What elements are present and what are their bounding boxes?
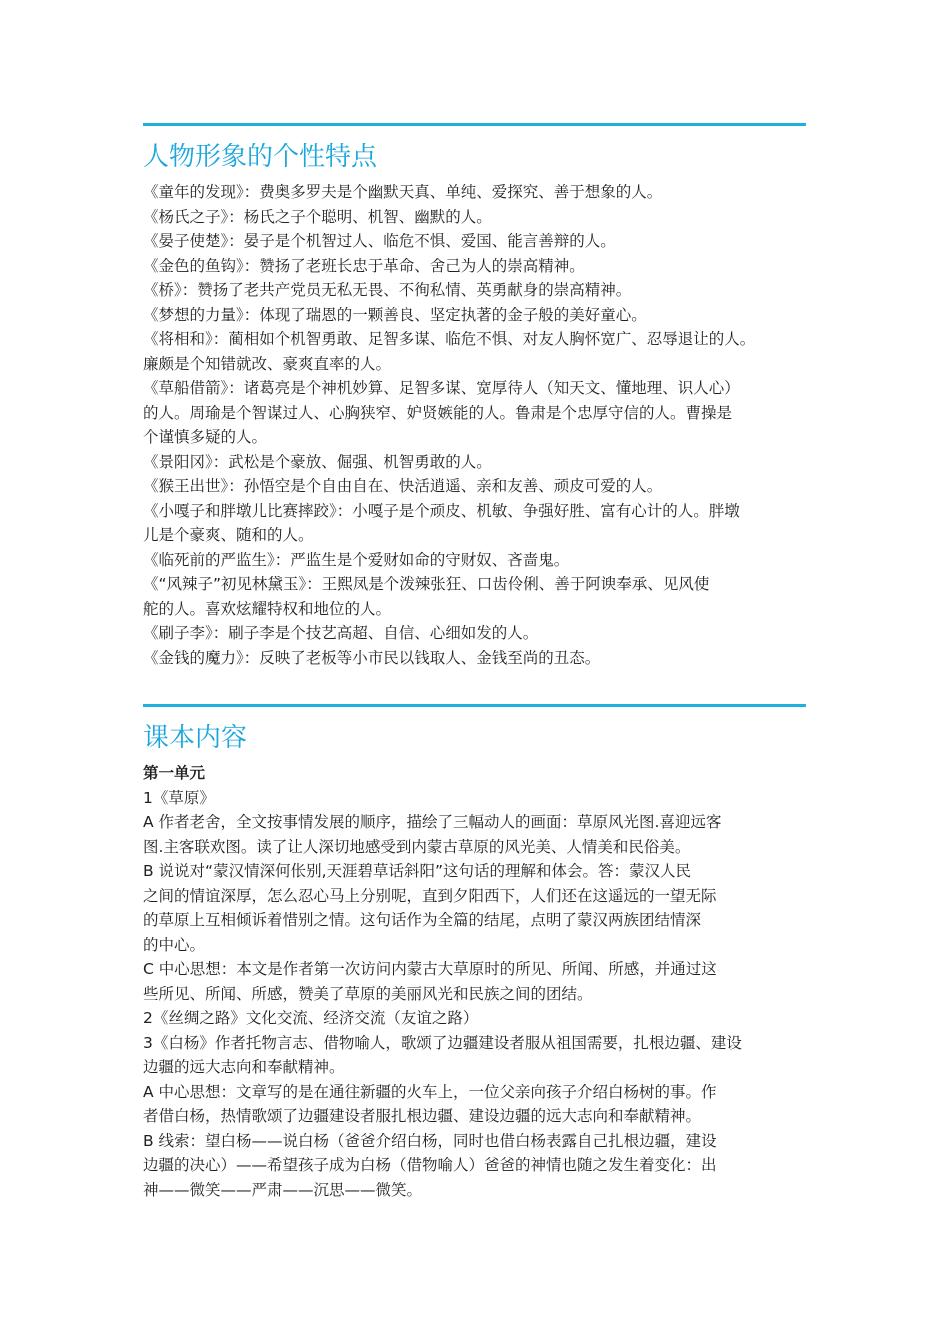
section-divider (143, 704, 806, 707)
unit-subtitle: 第一单元 (143, 764, 206, 782)
text-line: 的中心。 (143, 935, 206, 954)
section-heading: 人物形象的个性特点 (143, 142, 378, 172)
text-line: 者借白杨，热情歌颂了边疆建设者服扎根边疆、建设边疆的远大志向和奉献精神。 (143, 1107, 702, 1125)
text-line: 1《草原》 (143, 788, 215, 807)
text-line: 《“风辣子”初见林黛玉》：王熙凤是个泼辣张狂、口齿伶俐、善于阿谀奉承、见风使 (143, 575, 710, 593)
text-line: C 中心思想：本文是作者第一次访问内蒙古大草原时的所见、所闻、所感，并通过这 (143, 960, 717, 978)
section-divider (143, 123, 806, 126)
text-line: 《金钱的魔力》：反映了老板等小市民以钱取人、金钱至尚的丑态。 (143, 648, 601, 667)
text-line: 神——微笑——严肃——沉思——微笑。 (143, 1180, 423, 1199)
text-line: 3《白杨》作者托物言志、借物喻人，歌颂了边疆建设者服从祖国需要，扎根边疆、建设 (143, 1033, 742, 1052)
text-line: 舵的人。喜欢炫耀特权和地位的人。 (143, 599, 392, 618)
text-line: 《童年的发现》：费奥多罗夫是个幽默天真、单纯、爱探究、善于想象的人。 (143, 183, 663, 201)
text-line: 2《丝绸之路》文化交流、经济交流（友谊之路） (143, 1009, 479, 1027)
text-line: 《晏子使楚》：晏子是个机智过人、临危不惧、爱国、能言善辩的人。 (143, 232, 616, 250)
text-line: 个谨慎多疑的人。 (143, 428, 268, 446)
text-line: 《草船借箭》：诸葛亮是个神机妙算、足智多谋、宽厚待人（知天文、懂地理、识人心） (143, 379, 740, 397)
text-line: 《小嘎子和胖墩儿比赛摔跤》：小嘎子是个顽皮、机敏、争强好胜、富有心计的人。胖墩 (143, 501, 740, 520)
text-line: 《梦想的力量》：体现了瑞恩的一颗善良、坚定执著的金子般的美好童心。 (143, 305, 647, 324)
text-line: 之间的情谊深厚，怎么忍心马上分别呢，直到夕阳西下，人们还在这遥远的一望无际 (143, 886, 717, 905)
text-line: 边疆的决心）——希望孩子成为白杨（借物喻人）爸爸的神情也随之发生着变化：出 (143, 1156, 717, 1174)
text-line: 《刷子李》：刷子李是个技艺高超、自信、心细如发的人。 (143, 624, 539, 642)
section-character-traits (143, 123, 806, 670)
text-line: 《将相和》：蔺相如个机智勇敢、足智多谋、临危不惧、对友人胸怀宽广、忍辱退让的人。 (143, 330, 756, 348)
text-line: A 作者老舍，全文按事情发展的顺序，描绘了三幅动人的画面：草原风光图.喜迎远客 (143, 813, 722, 831)
text-line: 儿是个豪爽、随和的人。 (143, 526, 314, 544)
section-heading: 课本内容 (143, 723, 248, 753)
text-line: 些所见、所闻、所感，赞美了草原的美丽风光和民族之间的团结。 (143, 984, 593, 1003)
text-line: 《猴王出世》：孙悟空是个自由自在、快活逍遥、亲和友善、顽皮可爱的人。 (143, 477, 663, 495)
section-body (143, 180, 806, 670)
text-line: 廉颇是个知错就改、豪爽直率的人。 (143, 354, 392, 373)
text-line: B 说说对“蒙汉情深何伥别,天涯碧草话斜阳”这句话的理解和体会。答：蒙汉人民 (143, 862, 692, 880)
text-line: B 线索：望白杨——说白杨（爸爸介绍白杨，同时也借白杨表露自己扎根边疆，建设 (143, 1131, 717, 1150)
section-body (143, 761, 806, 1202)
text-line: 《景阳冈》：武松是个豪放、倔强、机智勇敢的人。 (143, 452, 492, 471)
text-line: A 中心思想：文章写的是在通往新疆的火车上，一位父亲向孩子介绍白杨树的事。作 (143, 1082, 717, 1101)
text-line: 边疆的远大志向和奉献精神。 (143, 1058, 345, 1076)
text-line: 图.主客联欢图。读了让人深切地感受到内蒙古草原的风光美、人情美和民俗美。 (143, 837, 691, 856)
text-line: 《临死前的严监生》：严监生是个爱财如命的守财奴、吝啬鬼。 (143, 550, 570, 569)
section-textbook-content (143, 704, 806, 1202)
text-line: 《杨氏之子》：杨氏之子个聪明、机智、幽默的人。 (143, 207, 492, 226)
text-line: 的草原上互相倾诉着惜别之情。这句话作为全篇的结尾，点明了蒙汉两族团结情深 (143, 911, 702, 929)
text-line: 《桥》：赞扬了老共产党员无私无畏、不徇私情、英勇献身的崇高精神。 (143, 281, 632, 299)
text-line: 《金色的鱼钩》：赞扬了老班长忠于革命、舍己为人的崇高精神。 (143, 256, 585, 275)
text-line: 的人。周瑜是个智谋过人、心胸狭窄、妒贤嫉能的人。鲁肃是个忠厚守信的人。曹操是 (143, 403, 733, 422)
